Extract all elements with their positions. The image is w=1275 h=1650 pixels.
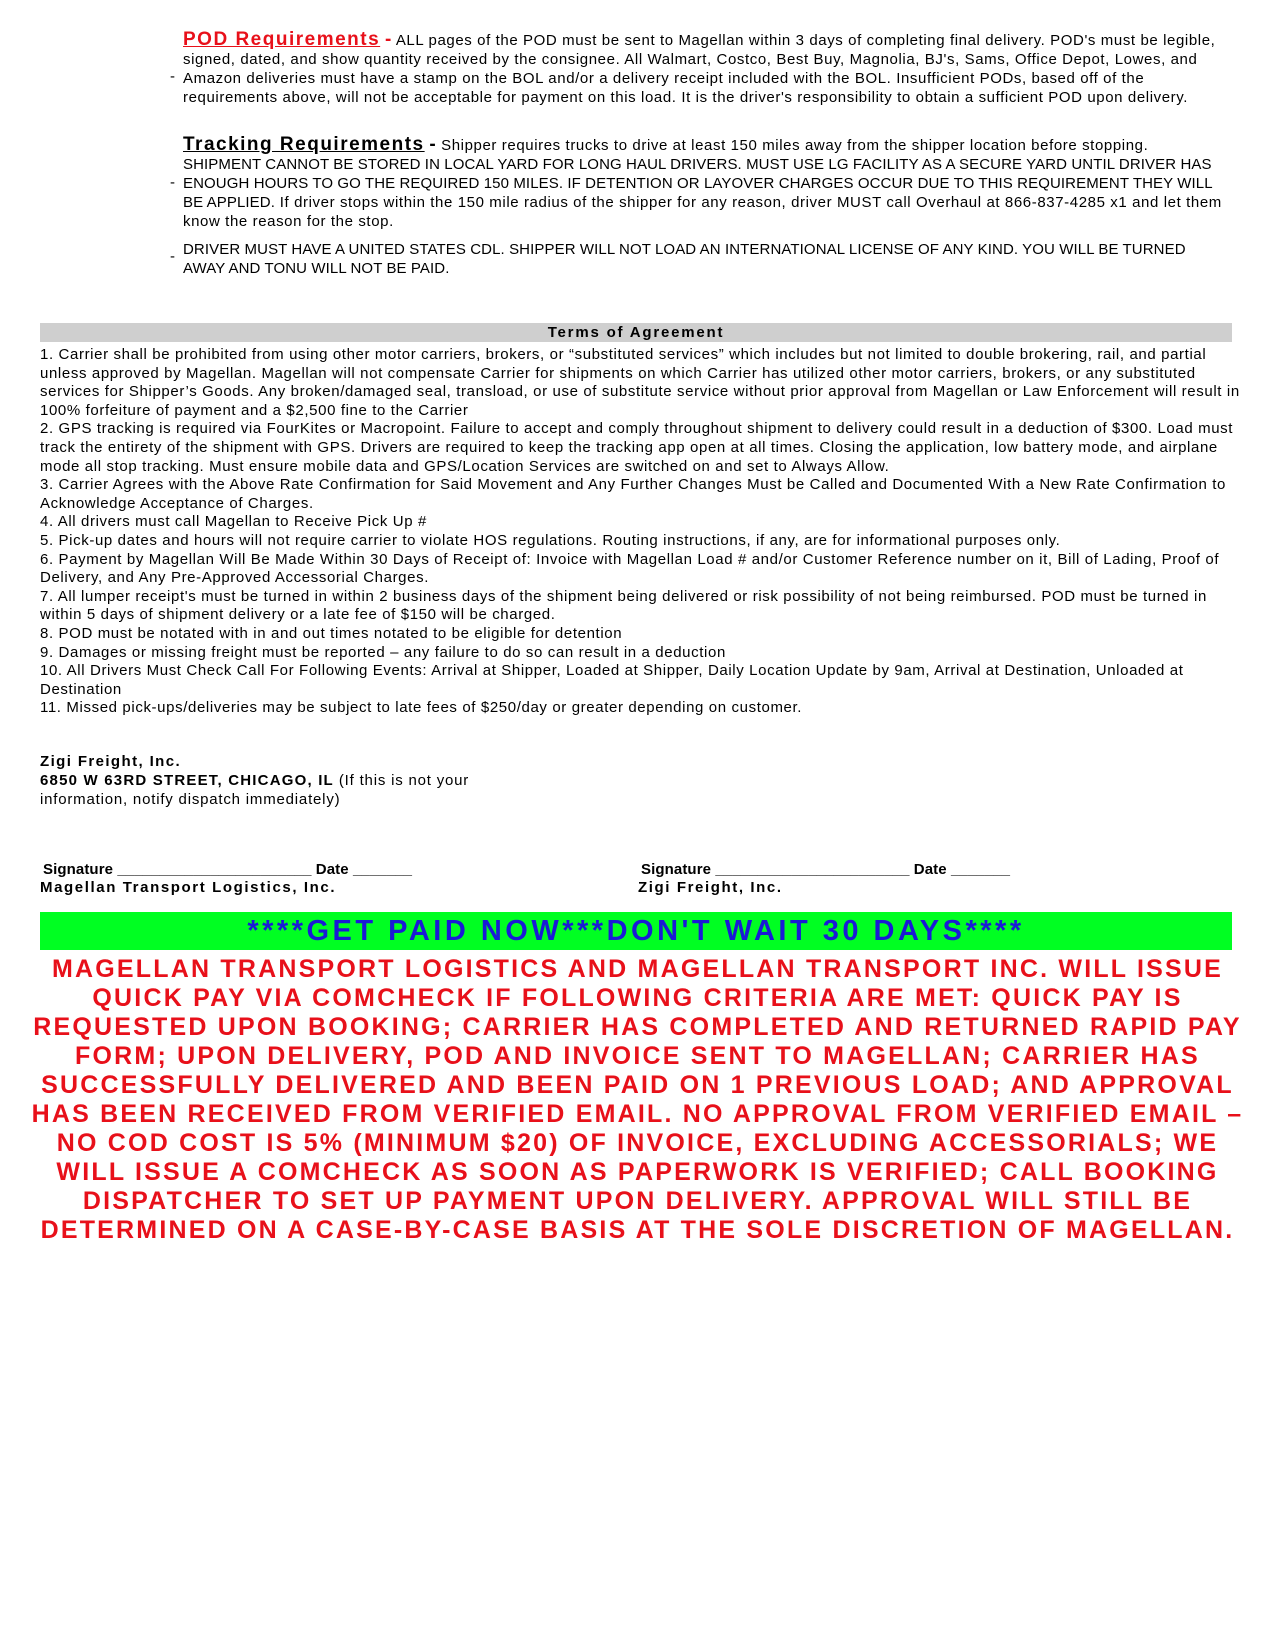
carrier-info (40, 752, 469, 809)
tracking-heading-dash: - (429, 134, 437, 155)
tracking-text-c: If driver stops within the 150 mile radius of the shipper for any reason, driver MUST call Overhaul at 866-837-4285 x1 and let them know the reason for the stop. (183, 194, 1222, 230)
terms-item-3: 3. Carrier Agrees with the Above Rate Confirmation for Said Movement and Any Further Changes Must be Called and Documented With a New Rate Confirmation to Acknowledge Acceptance of Charges. (40, 476, 1227, 512)
terms-item-5: 5. Pick-up dates and hours will not require carrier to violate HOS regulations. Routing instructions, if any, are for informational purposes only. (40, 531, 1061, 549)
tracking-requirements (183, 135, 1223, 231)
signature-block-right (638, 861, 1010, 897)
terms-item-6: 6. Payment by Magellan Will Be Made Within 30 Days of Receipt of: Invoice with Magellan Load # and/or Customer Reference number on it, Bill of Lading, Proof of Delivery, and Any Pre-Approved Accessorial Charges. (40, 550, 1220, 587)
cdl-bullet: - (170, 248, 175, 265)
terms-list (40, 346, 1240, 718)
quick-pay-banner: ****GET PAID NOW***DON'T WAIT 30 DAYS**** (40, 912, 1232, 950)
pod-bullet: - (170, 68, 175, 85)
signature-line-right[interactable]: Signature _______________________ Date _______ (641, 861, 1011, 878)
carrier-address: 6850 W 63RD STREET, CHICAGO, IL (40, 772, 334, 789)
terms-item-9: 9. Damages or missing freight must be reported – any failure to do so can result in a deduction (40, 643, 726, 661)
signature-line-left[interactable]: Signature _______________________ Date _______ (43, 861, 413, 878)
terms-title-bar: Terms of Agreement (40, 323, 1232, 342)
tracking-text-b: SHIPMENT CANNOT BE STORED IN LOCAL YARD FOR LONG HAUL DRIVERS. MUST USE LG FACILITY AS A SECURE YARD UNTIL DRIVER HAS ENOUGH HOURS TO GO THE REQUIRED 150 MILES. IF DETENTION OR LAYOVER CHARGES OCCUR DUE TO THIS REQUIREMENT THEY WILL BE APPLIED. (183, 156, 1213, 211)
terms-item-4: 4. All drivers must call Magellan to Receive Pick Up # (40, 513, 427, 531)
tracking-text-a: Shipper requires trucks to drive at least 150 miles away from the shipper location before stopping. (441, 137, 1149, 154)
tracking-heading: Tracking Requirements (183, 134, 425, 155)
pod-text: ALL pages of the POD must be sent to Magellan within 3 days of completing final delivery. POD's must be legible, signed, dated, and show quantity received by the consignee. All Walmart, Costco, Best Buy, Magnolia, BJ's, Sams, Office Depot, Lowes, and Amazon deliveries must have a stamp on the BOL and/or a delivery receipt included with the BOL. Insufficient PODs, based off of the requirements above, will not be acceptable for payment on this load. It is the driver's responsibility to obtain a sufficient POD upon delivery. (183, 32, 1216, 106)
quick-pay-notice: MAGELLAN TRANSPORT LOGISTICS AND MAGELLAN TRANSPORT INC. WILL ISSUE QUICK PAY VIA COMCHECK IF FOLLOWING CRITERIA ARE MET: QUICK PAY IS REQUESTED UPON BOOKING; CARRIER HAS COMPLETED AND RETURNED RAPID PAY FORM; UPON DELIVERY, POD AND INVOICE SENT TO MAGELLAN; CARRIER HAS SUCCESSFULLY DELIVERED AND BEEN PAID ON 1 PREVIOUS LOAD; AND APPROVAL HAS BEEN RECEIVED FROM VERIFIED EMAIL. NO APPROVAL FROM VERIFIED EMAIL – NO COD COST IS 5% (MINIMUM $20) OF INVOICE, EXCLUDING ACCESSORIALS; WE WILL ISSUE A COMCHECK AS SOON AS PAPERWORK IS VERIFIED; CALL BOOKING DISPATCHER TO SET UP PAYMENT UPON DELIVERY. APPROVAL WILL STILL BE DETERMINED ON A CASE-BY-CASE BASIS AT THE SOLE DISCRETION OF MAGELLAN. (31, 955, 1244, 1244)
terms-item-8: 8. POD must be notated with in and out times notated to be eligible for detention (40, 624, 623, 642)
terms-item-7: 7. All lumper receipt's must be turned in within 2 business days of the shipment being delivered or risk possibility of not being reimbursed. POD must be turned in within 5 days of shipment delivery or a late fee of $150 will be charged. (40, 587, 1207, 624)
terms-item-2: 2. GPS tracking is required via FourKites or Macropoint. Failure to accept and comply throughout shipment to delivery could result in a deduction of $300. Load must track the entirety of the shipment with GPS. Drivers are required to keep the tracking app open at all times. Closing the application, low battery mode, and airplane mode all stop tracking. Must ensure mobile data and GPS/Location Services are switched on and set to Always Allow. (40, 420, 1234, 475)
signature-company-right: Zigi Freight, Inc. (638, 879, 783, 896)
pod-requirements (183, 30, 1223, 107)
carrier-name: Zigi Freight, Inc. (40, 753, 182, 770)
terms-item-1: 1. Carrier shall be prohibited from using other motor carriers, brokers, or “substituted services” which includes but not limited to double brokering, rail, and partial unless approved by Magellan. Magellan will not compensate Carrier for shipments on which Carrier has utilized other motor carriers, brokers, or any substituted services for Shipper’s Goods. Any broken/damaged seal, transload, or use of substitute service without prior approval from Magellan or Law Enforcement will result in 100% forfeiture of payment and a $2,500 fine to the Carrier (40, 346, 1240, 419)
terms-item-11: 11. Missed pick-ups/deliveries may be subject to late fees of $250/day or greater depending on customer. (40, 699, 803, 717)
pod-heading: POD Requirements (183, 29, 381, 50)
carrier-note-a: (If this is not your (333, 772, 470, 789)
tracking-bullet: - (170, 174, 175, 191)
cdl-notice: DRIVER MUST HAVE A UNITED STATES CDL. SHIPPER WILL NOT LOAD AN INTERNATIONAL LICENSE OF ANY KIND. YOU WILL BE TURNED AWAY AND TONU WILL NOT BE PAID. (183, 241, 1186, 277)
terms-item-10: 10. All Drivers Must Check Call For Following Events: Arrival at Shipper, Loaded at Shipper, Daily Location Update by 9am, Arrival at Destination, Unloaded at Destination (40, 662, 1184, 698)
signature-block-left (40, 861, 412, 897)
pod-heading-dash: - (384, 29, 392, 50)
carrier-note-b: information, notify dispatch immediately) (40, 791, 341, 808)
signature-company-left: Magellan Transport Logistics, Inc. (40, 879, 337, 896)
